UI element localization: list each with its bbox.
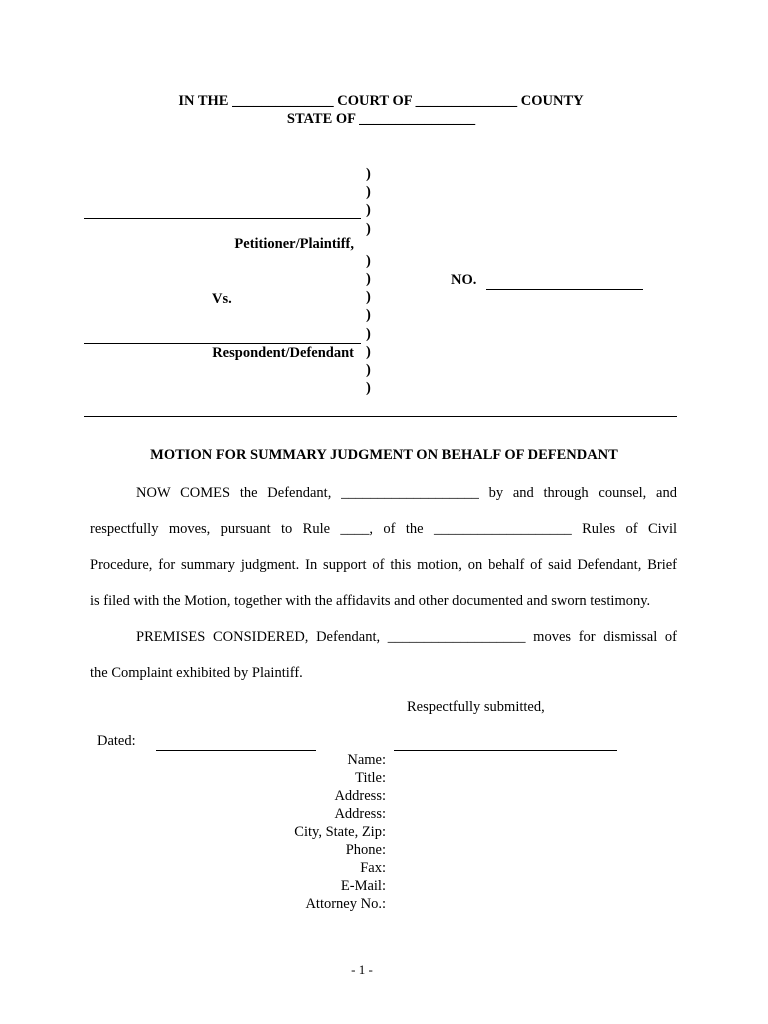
field-address-label: Address:: [334, 788, 386, 804]
respondent-label: Respondent/Defendant: [212, 345, 354, 361]
date-line[interactable]: [156, 750, 316, 751]
field-address-label: Address:: [334, 806, 386, 822]
caption-paren: ): [366, 325, 371, 342]
caption-separator: [84, 416, 677, 417]
petitioner-label: Petitioner/Plaintiff,: [234, 236, 354, 252]
case-number-line[interactable]: [486, 289, 643, 290]
caption-paren: ): [366, 307, 371, 324]
caption-paren: ): [366, 202, 371, 219]
field-city-state-zip-label: City, State, Zip:: [294, 824, 386, 840]
caption-paren: ): [366, 184, 371, 201]
state-header-line: STATE OF ________________: [286, 111, 476, 127]
motion-paragraph-1: [90, 483, 677, 627]
paragraph-line: respectfully moves, pursuant to Rule ____, of the ___________________ Rules of Civil: [90, 521, 677, 537]
caption-paren: ): [366, 343, 371, 360]
field-name-label: Name:: [347, 752, 386, 768]
signature-fields: [294, 751, 386, 913]
petitioner-name-line[interactable]: [84, 218, 361, 219]
field-attorney-number-label: Attorney No.:: [305, 896, 386, 912]
caption-paren-column: [366, 165, 371, 397]
court-header-line: IN THE ______________ COURT OF ______________ COUNTY: [178, 93, 584, 109]
paragraph-line: PREMISES CONSIDERED, Defendant, ___________________ moves for dismissal of: [136, 629, 677, 645]
dated-label: Dated:: [97, 733, 136, 749]
document-title: MOTION FOR SUMMARY JUDGMENT ON BEHALF OF DEFENDANT: [150, 447, 618, 463]
motion-paragraph-2: [90, 627, 677, 699]
caption-paren: ): [366, 166, 371, 182]
field-fax-label: Fax:: [360, 860, 386, 876]
paragraph-line: is filed with the Motion, together with the affidavits and other documented and sworn testimony.: [90, 593, 651, 609]
versus-label: Vs.: [212, 291, 232, 307]
field-phone-label: Phone:: [345, 842, 386, 858]
paragraph-line: NOW COMES the Defendant, ___________________ by and through counsel, and: [136, 485, 677, 501]
signature-line[interactable]: [394, 750, 617, 751]
caption-paren: ): [366, 252, 371, 269]
caption-paren: ): [366, 380, 371, 397]
field-email-label: E-Mail:: [340, 878, 386, 894]
caption-paren: ): [366, 271, 371, 288]
case-number-label: NO.: [451, 272, 477, 288]
paragraph-line: the Complaint exhibited by Plaintiff.: [90, 665, 303, 681]
paragraph-line: Procedure, for summary judgment. In support of this motion, on behalf of said Defendant, Brief: [90, 557, 677, 573]
caption-paren: ): [366, 220, 371, 237]
page-number: - 1 -: [351, 962, 373, 977]
caption-paren: ): [366, 289, 371, 306]
caption-paren: ): [366, 362, 371, 379]
closing-text: Respectfully submitted,: [407, 699, 545, 715]
field-title-label: Title:: [355, 770, 386, 786]
respondent-name-line[interactable]: [84, 343, 361, 344]
